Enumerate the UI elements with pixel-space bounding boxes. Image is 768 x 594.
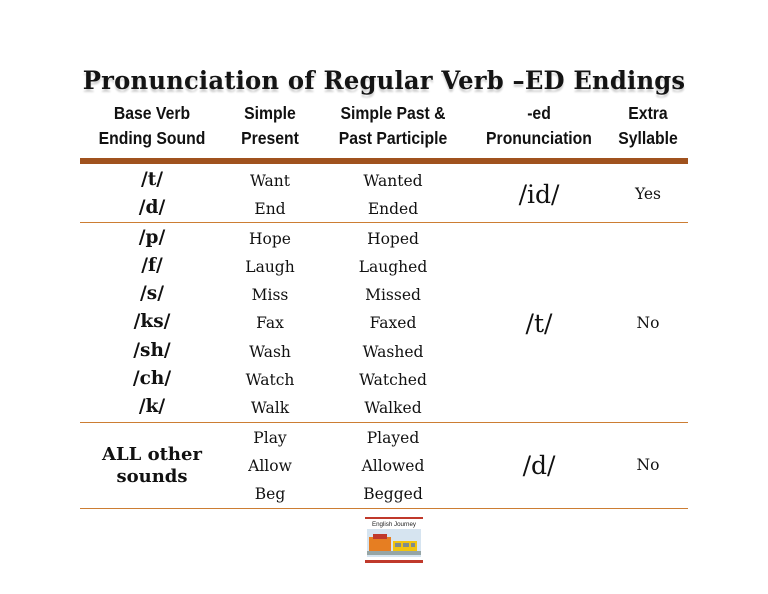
logo-text: English Journey xyxy=(371,521,417,528)
other-line2: sounds xyxy=(116,466,188,487)
simple-past: Begged xyxy=(363,485,423,503)
simple-past: Laughed xyxy=(358,258,428,276)
simple-past: Watched xyxy=(359,371,427,389)
simple-present: Hope xyxy=(249,230,291,248)
extra-syllable: Yes xyxy=(634,185,662,203)
simple-past: Ended xyxy=(367,200,419,218)
table-bottom-rule xyxy=(80,508,688,509)
simple-present: Fax xyxy=(256,314,284,332)
base-sound: /f/ xyxy=(141,255,163,276)
simple-past: Washed xyxy=(362,343,424,361)
other-line1: ALL other xyxy=(102,444,202,465)
simple-present: Play xyxy=(253,429,287,447)
simple-present: Beg xyxy=(254,485,286,503)
header-base-line1: Base Verb xyxy=(113,103,191,123)
all-other-sounds xyxy=(102,444,202,488)
simple-past: Missed xyxy=(365,286,421,304)
english-journey-logo xyxy=(365,517,423,563)
group-divider xyxy=(80,222,688,223)
header-extra-syllable xyxy=(608,101,689,155)
header-ed-pronunciation xyxy=(475,101,603,155)
simple-present: Laugh xyxy=(245,258,295,276)
header-present-line2: Present xyxy=(241,128,299,148)
header-pron-line2: Pronunciation xyxy=(486,128,592,148)
base-sound: /d/ xyxy=(138,197,166,218)
simple-present: End xyxy=(254,200,286,218)
simple-present: Watch xyxy=(245,371,295,389)
simple-past: Played xyxy=(366,429,420,447)
simple-past: Faxed xyxy=(369,314,417,332)
extra-syllable: No xyxy=(636,456,660,474)
simple-present: Miss xyxy=(251,286,289,304)
simple-present: Want xyxy=(249,172,291,190)
base-sound: /sh/ xyxy=(133,340,171,361)
header-present-line1: Simple xyxy=(244,103,296,123)
logo-graphic xyxy=(365,517,423,563)
base-sound: /k/ xyxy=(138,396,166,417)
header-divider xyxy=(80,158,688,164)
ed-pronunciation: /d/ xyxy=(522,451,556,480)
extra-syllable: No xyxy=(636,314,660,332)
header-extra-line1: Extra xyxy=(628,103,668,123)
header-simple-past xyxy=(326,101,461,155)
base-sound: /t/ xyxy=(140,169,164,190)
simple-present: Wash xyxy=(249,343,291,361)
simple-past: Walked xyxy=(364,399,422,417)
simple-past: Hoped xyxy=(367,230,419,248)
simple-past: Allowed xyxy=(361,457,425,475)
page-title: Pronunciation of Regular Verb –ED Endings xyxy=(82,66,686,95)
simple-present: Allow xyxy=(248,457,292,475)
header-base-line2: Ending Sound xyxy=(98,128,206,148)
header-extra-line2: Syllable xyxy=(618,128,678,148)
header-simple-present xyxy=(225,101,315,155)
header-past-line1: Simple Past & xyxy=(340,103,446,123)
base-sound: /p/ xyxy=(138,227,166,248)
base-sound: /s/ xyxy=(140,283,164,304)
base-sound: /ch/ xyxy=(132,368,172,389)
simple-past: Wanted xyxy=(363,172,423,190)
group-divider xyxy=(80,422,688,423)
ed-pronunciation: /t/ xyxy=(525,309,553,338)
header-base-verb xyxy=(80,101,224,155)
ed-pronunciation: /id/ xyxy=(518,180,560,209)
simple-present: Walk xyxy=(250,399,290,417)
base-sound: /ks/ xyxy=(133,311,171,332)
header-pron-line1: -ed xyxy=(527,103,551,123)
header-past-line2: Past Participle xyxy=(338,128,448,148)
